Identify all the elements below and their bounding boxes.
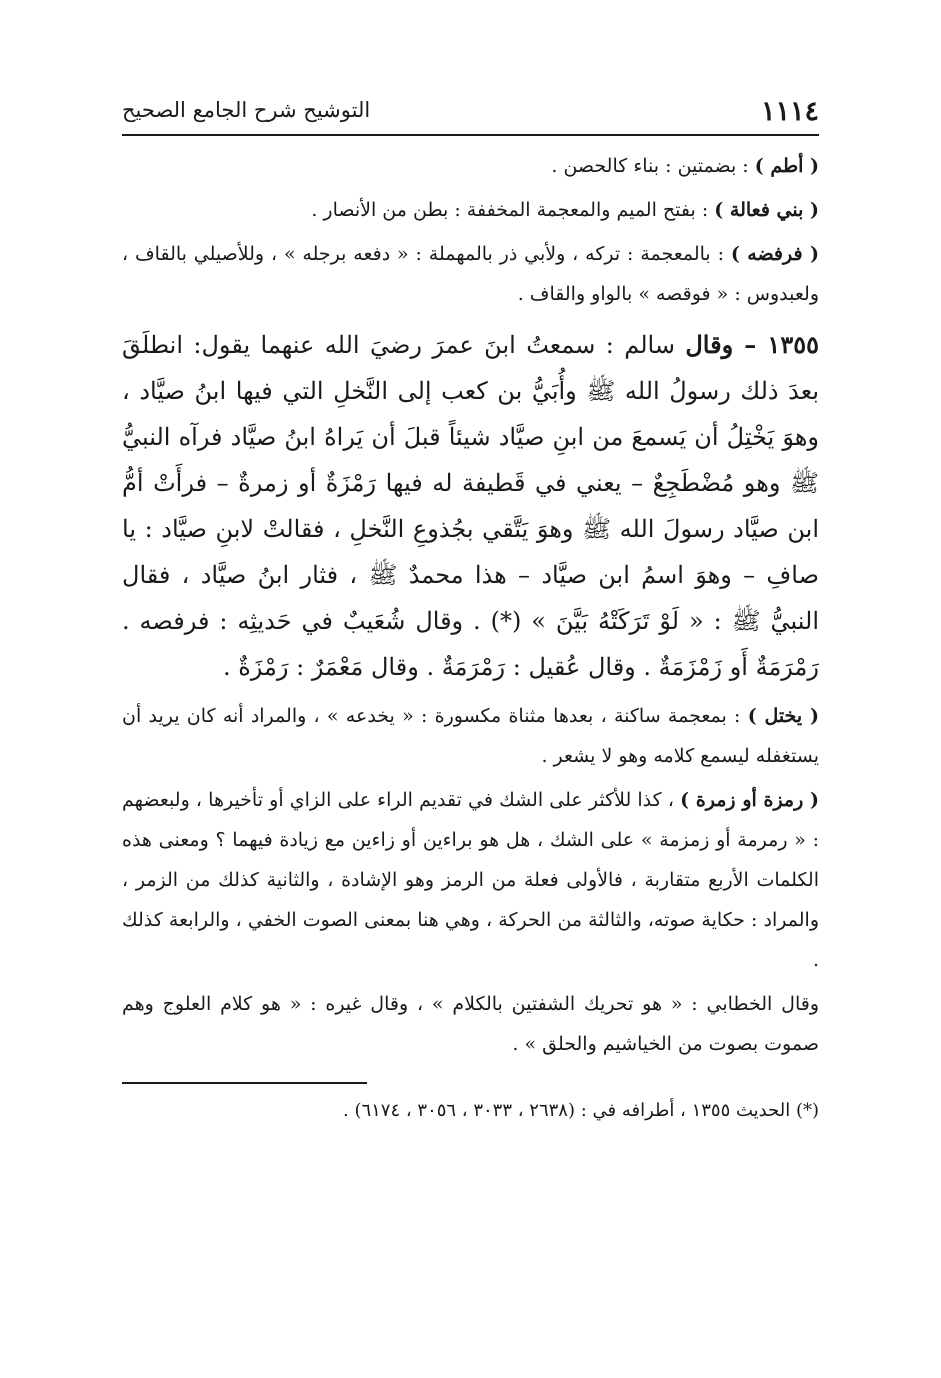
note-text: : بالمعجمة : تركه ، ولأبي ذر بالمهملة : « دفعه برجله » ، وللأصيلي بالقاف ، ولعبدوس : « فوقصه » بالواو والقاف . bbox=[122, 243, 819, 305]
book-title: التوشيح شرح الجامع الصحيح bbox=[122, 98, 371, 122]
note-term: ( بني فعالة ) bbox=[714, 199, 819, 221]
note-bani-fuala bbox=[122, 190, 819, 230]
footnote-divider bbox=[122, 1082, 367, 1084]
note-term: ( رمزة أو زمرة ) bbox=[680, 789, 819, 811]
footnote: (*) الحديث ١٣٥٥ ، أطرافه في : (٢٦٣٨ ، ٣٠٣٣ ، ٣٠٥٦ ، ٦١٧٤) . bbox=[343, 1100, 819, 1121]
note-text: وقال الخطابي : « هو تحريك الشفتين بالكلام » ، وقال غيره : « هو كلام العلوج وهم صموت بصوت من الخياشيم والحلق » . bbox=[122, 993, 819, 1055]
note-term: ( أطم ) bbox=[754, 155, 819, 177]
page-header bbox=[122, 90, 819, 136]
note-text: ، كذا للأكثر على الشك في تقديم الراء على الزاي أو تأخيرها ، ولبعضهم : « رمرمة أو زمزمة » على الشك ، هل هو براءين أو زاءين مع زيادة فيهما ؟ ومعنى هذه الكلمات الأربع متقاربة ، فالأولى فعلة من الرمز وهو الإشادة ، والثانية كذلك من الزمر ، والمراد : حكاية صوته، والثالثة من الحركة ، وهي هنا بمعنى الصوت الخفي ، والرابعة كذلك . bbox=[122, 789, 819, 971]
note-ramza bbox=[122, 780, 819, 980]
page-body bbox=[122, 146, 819, 1064]
note-text: : بمعجمة ساكنة ، بعدها مثناة مكسورة : « يخدعه » ، والمراد أنه كان يريد أن يستغفله ليسمع كلامه وهو لا يشعر . bbox=[122, 705, 819, 767]
note-yakhtil bbox=[122, 696, 819, 776]
page-number: ١١١٤ bbox=[760, 96, 819, 127]
note-khattabi bbox=[122, 984, 819, 1064]
note-text: : بضمتين : بناء كالحصن . bbox=[551, 155, 755, 177]
hadith-number: ١٣٥٥ – وقال bbox=[685, 330, 819, 359]
note-term: ( يختل ) bbox=[747, 705, 820, 727]
hadith-text bbox=[122, 322, 819, 690]
note-term: ( فرفضه ) bbox=[730, 243, 819, 265]
note-farfadahu bbox=[122, 234, 819, 314]
note-atm bbox=[122, 146, 819, 186]
note-text: : بفتح الميم والمعجمة المخففة : بطن من الأنصار . bbox=[311, 199, 715, 221]
hadith-body: سالم : سمعتُ ابنَ عمرَ رضيَ الله عنهما يقول: انطلَقَ بعدَ ذلك رسولُ الله ﷺ وأُبَيُّ بن كعب إلى النَّخلِ التي فيها ابنُ صيَّاد ، وهوَ يَخْتِلُ أن يَسمعَ من ابنِ صيَّاد شيئاً قبلَ أن يَراهُ ابنُ صيَّاد فرآه النبيُّ ﷺ وهو مُضْطَجِعٌ – يعني في قَطيفة له فيها رَمْزَةٌ أو زمرةٌ – فرأَتْ أمُّ ابن صيَّاد رسولَ الله ﷺ وهوَ يَتَّقي بجُذوعِ النَّخلِ ، فقالتْ لابنِ صيَّاد : يا صافِ – وهوَ اسمُ ابن صيَّاد – هذا محمدٌ ﷺ ، فثار ابنُ صيَّاد ، فقال النبيُّ ﷺ : « لَوْ تَرَكَتْهُ بَيَّنَ » (*) . وقال شُعَيبٌ في حَديثِه : فرفصه . رَمْرَمَةٌ أَو زَمْزَمَةٌ . وقال عُقيل : رَمْرَمَةٌ . وقال مَعْمَرٌ : رَمْزَةٌ . bbox=[122, 331, 819, 681]
